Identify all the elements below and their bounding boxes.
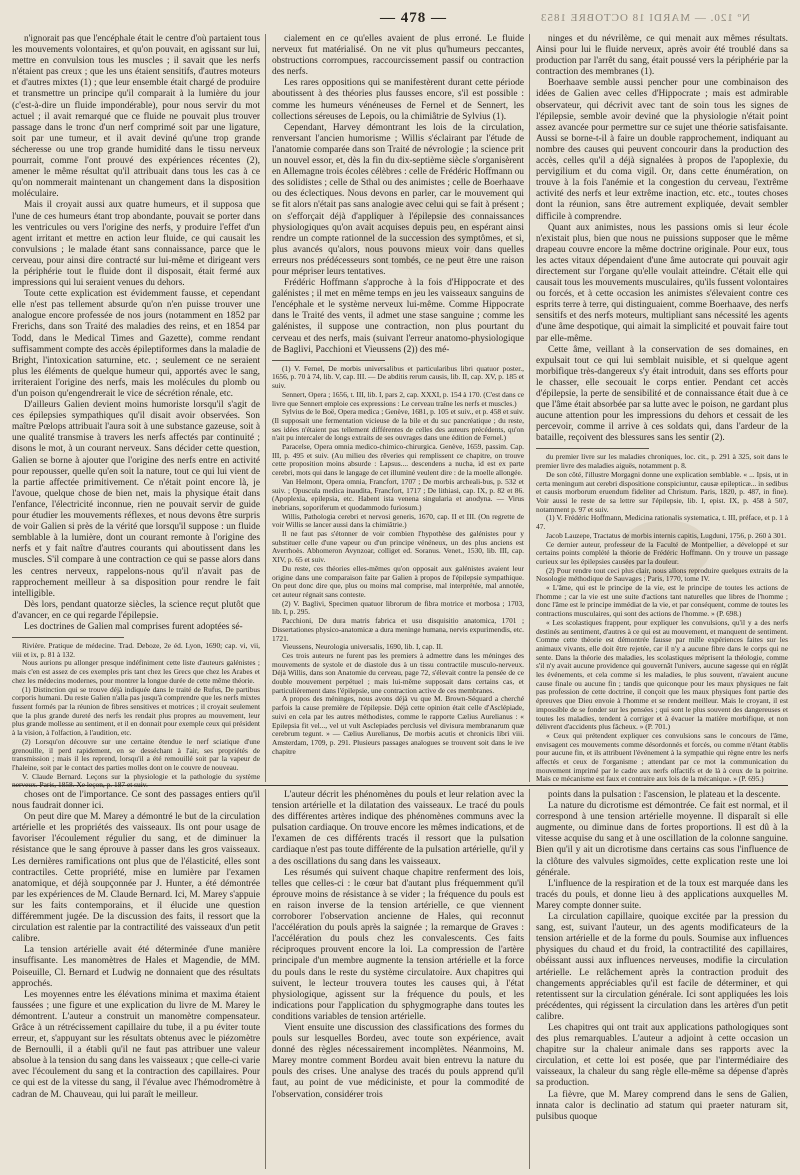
- footnote: (1) Distinction qui se trouve déjà indiquée dans le traité de Rufus, De partibus corporis humani. Du reste Galien n'alla pas jusqu'à comprendre que les nerfs mixtes fussent formés par la réunion de fibres sensitives et motrices ; il croyait seulement que la plus grande dureté des nerfs les rendait plus propres au mouvement, leur plus grande mollesse au sentiment, et il en donnait pour exemple ceux qui président à la vision, à l'olfaction, à l'audition, etc.: [12, 684, 260, 738]
- footnote: du premier livre sur les maladies chroniques, loc. cit., p. 291 à 325, soit dans le premier livre des maladies aiguës, notamment p. 8.: [536, 452, 788, 471]
- footnote: « Les scolastiques frappent, pour expliquer les convulsions, qu'il y a des nerfs destinés au sentiment, d'autres à ce qui est au mouvement, et manquent de sentiment. Comme cette théorie est démontrée fausse par mille expériences faites sur les animaux vivants, elle doit être rejetée, car il n'y a aucune fibre dans le corps qui ne sente. Dans la théorie des maladies, les scolastiques méprisent la théologie, comme s'il n'y avait aucune providence qui gouvernât l'univers, aucune sagesse qui en réglât les événements, et cela comme si les maladies, le plus souvent, n'avaient aucune cause finale ou aucune fin ; tandis que quiconque pour les maux physiques ne fait pas profession de cette doctrine, il conçoit que les maux physiques font partie des épreuves que Dieu envoie à l'homme et se rendent meilleur. Mais le croyant, il est impossible de se fonder sur les pensées ; qui sont le plus souvent des dangereuses et toutes les maladies, tendent à corriger et à évacuer la matière morbifique, et non délivrent d'accidents plus fâcheux. » (P. 701.): [536, 617, 788, 732]
- footnote: Sennert, Opera ; 1656, t. III, lib. I, pars 2, cap. XXXI, p. 154 à 170. (C'est dans ce livre que Sennert emploie ces expressions : Le cerveau traîne les nerfs et muscles.): [272, 389, 524, 408]
- article-column-top-left: [12, 34, 260, 790]
- footnote: « Ceux qui prétendent expliquer ces convulsions sans le concours de l'âme, envisagent ces mouvements comme désordonnés et forcés, ou comme n'étant établis pour aucune fin, et ils attribuent l'événement à la sympathie qui règne entre les nerfs affectés et ceux de l'organisme ; attendant par ce mot la communication du mouvement imprimé par le cadre aux nerfs olfactifs et de là à ceux de la poitrine. Mais ce mécanisme est faux et contraire aux lois de la mécanique. » (P. 695.): [536, 730, 788, 784]
- page-header: [0, 8, 800, 30]
- paragraph: On peut dire que M. Marey a démontré le but de la circulation artérielle et les propriétés des vaisseaux. Ils ont pour usage de favoriser l'écoulement régulier du sang, et de diminuer la résistance que le sang éprouve à passer dans les gros vaisseaux. Les dernières ramifications ont plus que de l'élasticité, elles sont contractiles. Cette propriété, mise en lumière par l'examen anatomique, et déjà soupçonnée par J. Hunter, a été démontrée par les expériences de M. Claude Bernard. Ici, M. Marey s'appuie sur les faits contemporains, et il élucide une question différemment jugée. De la discussion des faits, il ressort que la circulation est ralentie par la contractilité des vaisseaux d'un petit calibre.: [12, 812, 260, 945]
- paragraph: Dès lors, pendant quatorze siècles, la science reçut plutôt que d'avancer, en ce qui regarde l'épilepsie.: [12, 599, 260, 621]
- footnote: Paracelse, Opera omnia medico-chimico-chirurgica. Genève, 1659, passim. Cap. III, p. 495 et suiv. (Au milieu des rêveries qui remplissent ce chapitre, on trouve cette proposition moins absurde : Lapsus.... descendens a nucha, id est ex parte cerebri, mots qui dans le langage de cet illuminé veulent dire : de la moelle allongée.: [272, 442, 524, 478]
- paragraph: points dans la pulsation : l'ascension, le plateau et la descente.: [548, 790, 781, 800]
- body-text: [272, 34, 524, 356]
- footnote: « L'âme, qui est le principe de la vie, est le principe de toutes les actions de l'homme ; car la vie est une suite d'actions tant naturelles que libres de l'homme ; donc l'âme est le principe immédiat de la vie, et par conséquent, comme de toutes les contractions musculaires, qui sont des actions de l'homme. » (P. 698.): [536, 583, 788, 619]
- paragraph: Boerhaave semble aussi pencher pour une combinaison des idées de Galien avec celles d'Hippocrate ; mais est admirable observateur, qui décrivit avec tant de soin tous les signes de l'épilepsie, semble avoir deviné que la physiologie n'était point assez avancée pour permettre sur ce sujet une théorie satisfaisante. Aussi se borne-t-il à faire un double rapprochement, indiquant au nombre des causes qui peuvent concourir dans la production des accès, celles qu'il a déjà signalées à propos de l'apoplexie, du pervigilium et du coma vigil. Or, dans cette énumération, on trouve à la fois l'anémie et la congestion du cerveau, l'extrême activité des nerfs et leur extrême inaction, etc. etc., toutes choses dont la réunion, sans être autrement expliquée, devait sembler difficile à comprendre.: [536, 78, 788, 222]
- body-text: [536, 34, 788, 444]
- paragraph: La tension artérielle avait été déterminée d'une manière insuffisante. Les manomètres de Hales et Magendie, de MM. Poiseuille, Cl. Bernard et Ludwig ne donnaient que des résultats approchés.: [12, 945, 260, 989]
- column-divider: [265, 34, 266, 782]
- paragraph: D'ailleurs Galien devient moins humoriste lorsqu'il s'agit de ces épilepsies sympathiques qu'il disait avoir observées. Son maître Pœlops attribuait l'aura soit à une substance gazeuse, soit à une qualité transmise à travers les nerfs affectés par continuité ; disons le mot, à un courant nerveux. Sans décider cette question, Galien se borne à ajouter que l'origine des nerfs entre en activité pour repousser, quelle qu'en soit la nature, tout ce qui lui vient de la partie affectée primitivement. Ce n'était point encore là, je l'avoue, quelque chose de bien net, mais la physique était dans l'enfance, l'électricité inconnue, rien ne pouvait servir de guide pour étudier les mouvements réflexes, et nous devons être surpris de voir Galien si près de la vérité que lorsqu'il suppose : un fluide semblable à la lumière, dont un courant remonte à l'origine des nerfs et y fait naître d'autres courants qui aboutissent dans les muscles. S'il compare à une contraction ce qui se passe alors dans les centres nerveux, rappelons-nous qu'il n'avait pas de rapprochement meilleur à sa disposition pour rendre le fait intelligible.: [12, 400, 260, 599]
- bleed-through-header: Nº 120. — MARDI 18 OCTOBRE 1853: [540, 12, 750, 24]
- paragraph: cialement en ce qu'elles avaient de plus erroné. Le fluide nerveux fut matérialisé. On ne vit plus qu'humeurs peccantes, obstructions corrompues, raccourcissement passif ou contraction des nerfs.: [272, 34, 524, 78]
- footnote: (2) Pour rendre tout ceci plus clair, nous allons reproduire quelques extraits de la Nosologie méthodique de Sauvages ; Paris, 1770, tome IV.: [536, 565, 788, 584]
- paragraph: Quant aux animistes, nous les passions omis si leur école n'existait plus, bien que nous ne puissions supposer que le même drapeau couvre encore la même doctrine originale. Pour eux, tous les actes vitaux dépendaient d'une âme autocrate qui pouvait agir directement sur l'organe qu'elle voulait atteindre. C'était elle qui causait tous les mouvements musculaires, qu'ils fussent volontaires ou forcés, et à cette occasion les animistes s'élevaient contre ces esprits terre à terre, qui distinguaient, comme Boerhaave, des nerfs sensitifs et des nerfs moteurs, multipliant sans nécessité les agents d'une âme despotique, qui aimait la simplicité et pouvait faire tout par elle-même.: [536, 222, 788, 344]
- footnote: Ces trois auteurs ne furent pas les premiers à admettre dans les méninges des mouvements de systole et de diastole dus à un tissu contractile musculo-nerveux. Déjà Willis, dans son Anatomie du cerveau, page 72, s'élevait contre la pensée de ce double mouvement perpétuel ; mais lui-même supposait dans certains cas, et particulièrement dans l'épilepsie, une contraction active de ces membranes.: [272, 650, 524, 695]
- footnotes: [12, 642, 260, 790]
- footnote: Sylvius de le Boë, Opera medica ; Genève, 1681, p. 105 et suiv., et p. 458 et suiv. (Il supposait une fermentation vicieuse de la bile et du suc pancréatique ; du reste, ses idées n'étaient pas tellement différentes de celles des auteurs précédents, qu'on n'ait pu intercaler de longs extraits de ses ouvrages dans une édition de Fernel.): [272, 407, 524, 443]
- footnote: De son côté, l'illustre Morgagni donne une explication semblable. « ... Ipsis, ut in certa meningum aut cerebri dispositione conspiciuntur, causæ epilepticæ... in sedibus et causis morborum eruendum fideliter ad Christum. Paris, 1820, p. 487, in fine). Voir aussi le reste de sa lettre sur l'épilepsie, lib. I, epist. IX, p. 458 à 507, notamment p. 97 et suiv.: [536, 469, 788, 514]
- footnote: A propos des méninges, nous avons déjà vu que M. Brown-Séquard a cherché parfois la cause première de l'épilepsie. Déjà cette opinion était celle d'Asclépiade, suivi en cela par les autres méthodistes, comme le rapporte Cælius Aurelianus : « Epilepsia fit vel..., vel ut vult Asclepiades perclusis vel divisura membranarum quæ cerebrum tegunt. » — Cælius Aurelianus, De morbis acutis et chronicis libri viii. Amsterdam, 1709, p. 291. Plusieurs passages analogues se trouvent soit dans le ive chapitre: [272, 694, 524, 756]
- body-text: [12, 34, 260, 633]
- paragraph: choses ont de l'importance. Ce sont des passages entiers qu'il nous faudrait donner ici.: [12, 790, 260, 812]
- article-column-bottom-middle: [272, 790, 524, 1170]
- footnote-rule: [12, 637, 124, 638]
- footnote: Van Helmont, Opera omnia, Francfort, 1707 ; De morbis archeali-bus, p. 532 et suiv. ; Opuscula medica inaudita, Francfort, 1717 ; De lithiasi, cap. IX, p. 82 et 86. (Apoplexia, epilepsia, etc. Habent ista venena singularia et anodyna. — Virus inebrians, soporiferum et quodammodo furiosum.): [272, 476, 524, 512]
- footnote: Jacob Lauzepe, Tractatus de morbis internis capitis, Lugduni, 1756, p. 260 à 301.: [546, 530, 787, 540]
- page-number: — 478 —: [380, 10, 447, 26]
- paragraph: Les résumés qui suivent chaque chapitre renferment des lois, telles que celles-ci : le cœur bat d'autant plus fréquemment qu'il éprouve moins de résistance à se vider ; la fréquence du pouls est en raison inverse de la tension artérielle, ce que viennent corroborer l'observation ancienne de Hales, qui reconnut l'accélération du pouls après la saignée ; la remarque de Graves : l'accélération du pouls chez les convalescents. Ces faits réciproques prouvent encore la loi. La compression de l'artère principale d'un membre augmente la tension artérielle et la force du pouls dans le reste du système circulatoire. Aux chapitres qui suivent, le lecteur trouvera toutes les causes qui, à l'état physiologique, agissent sur la fréquence du pouls, et les indications pour l'application du sphygmographe dans toutes les conditions variables de tension artérielle.: [272, 867, 524, 1022]
- footnote: Nous aurions pu allonger presque indéfiniment cette liste d'auteurs galénistes ; mais c'en est assez de ces exemples pris tant chez les Grecs que chez les Arabes et chez les médecins modernes, pour montrer la longue durée de cette même théorie.: [12, 658, 260, 685]
- paragraph: Les moyennes entre les élévations minima et maxima étaient faussées ; une figure et une explication du livre de M. Marey le démontrent. L'auteur a construit un manomètre compensateur. Grâce à un rétrécissement capillaire du tube, il a pu éviter toute erreur, et, s'appuyant sur les résultats obtenus avec le piézomètre de Bernoulli, il a établi qu'il ne faut pas attribuer une valeur absolue à la tension du sang dans les vaisseaux ; que celle-ci varie avec l'écoulement du sang et la contraction des capillaires. Pour ce qui est de la vitesse du sang, il l'évalue avec l'hémodromètre à cadran de M. Chauveau, qui lui paraît le meilleur.: [12, 989, 260, 1100]
- paragraph: ninges et du névrilème, ce qui menait aux mêmes résultats. Ainsi pour lui le fluide nerveux, après avoir été troublé dans sa production par l'arrêt du sang, était poussé vers la périphérie par la contraction des membranes (1).: [536, 34, 788, 78]
- article-column-bottom-right: [536, 790, 788, 1170]
- article-column-top-right: [536, 34, 788, 782]
- column-divider: [265, 789, 266, 1169]
- footnote: Ce dernier auteur, professeur de la Faculté de Montpellier, a développé et sur certains points complété la théorie de Frédéric Hoffmann. On y trouve un passage curieux sur les épilepsies causées par la douleur.: [536, 539, 788, 566]
- paragraph: Toute cette explication est évidemment fausse, et cependant elle n'est pas tellement absurde qu'on n'en puisse trouver une analogue encore professée de nos jours (notamment en 1852 par Frerichs, dans son Traité des maladies des reins, et en 1854 par Todd, dans le Medical Times and Gazette), comme rendant suffisamment compte des accès épileptiformes dans la maladie de Bright, l'intoxication saturnine, etc. ; seulement ce ne seraient plus les éléments de quelque humeur qui, apportés avec le sang, irriteraient l'origine des nerfs, mais les molécules du plomb ou d'un poison qu'engendrerait le vice de sécrétion rénale, etc.: [12, 289, 260, 399]
- paragraph: La fièvre, que M. Marey comprend dans le sens de Galien, innata calor is declinatio ad statum qui praeter naturam sit, pulsibus quoque: [536, 1089, 788, 1122]
- paragraph: Cette âme, veillant à la conservation de ses domaines, en expulsait tout ce qui lui semblait nuisible, et si quelque agent morbifique très-dangereux s'y était introduit, dans ses efforts pour le chasser, elle secouait le corps entier. Pendant cet accès d'épilepsie, la perte de sensibilité et de connaissance était due à ce que l'âme était absorbée par sa lutte avec le poison, ne gardant plus aucune attention pour les impressions du dehors et cessait de les percevoir, comme il arrive à ces soldats qui, dans l'ardeur de la bataille, reçoivent des blessures sans les sentir (2).: [536, 344, 788, 444]
- paragraph: Vient ensuite une discussion des classifications des formes du pouls sur lesquelles Bordeu, avec toute son expérience, avait donné des règles nécessairement incomplètes. Néanmoins, M. Marey montre comment Bordeu avait bien entrevu la nature du pouls des crises. Une analyse des tracés du pouls apprend qu'il faut, au point de vue médiciniste, et pour la commodité de l'observation, considérer trois: [272, 1022, 524, 1100]
- paragraph: La nature du dicrotisme est démontrée. Ce fait est normal, et il correspond à une tension artérielle moyenne. Il disparaît si elle augmente, ou diminue dans de fortes proportions. Il est dû à la vitesse acquise du sang et à une oscillation de la colonne sanguine. Bien qu'il y ait un dicrotisme dans certains cas sous l'influence de la clôture des valvules sigmoïdes, cette explication reste une loi générale.: [536, 801, 788, 878]
- footnote: Vieussens, Neurologia universalis, 1690, lib. I, cap. II.: [282, 642, 443, 652]
- paragraph: L'auteur décrit les phénomènes du pouls et leur relation avec la tension artérielle et la dilatation des vaisseaux. Le tracé du pouls des différentes artères indique des phénomènes communs avec la pulsation cardiaque. On trouve encore les mêmes indications, et de l'examen de ces différents tracés il ressort que la pulsation cardiaque n'est pas toute différente de la pulsation artérielle, qu'il y a des oscillations du sang dans les vaisseaux.: [272, 790, 524, 867]
- paragraph: L'influence de la respiration et de la toux est marquée dans les tracés du pouls, et donne lieu à des applications auxquelles M. Marey compte donner suite.: [536, 878, 788, 911]
- paragraph: Les chapitres qui ont trait aux applications pathologiques sont des plus remarquables. L'auteur a adjoint à cette occasion un chapitre sur la chaleur animale dans ses rapports avec la circulation, et cette loi est posée, que par l'intermédiaire des vaisseaux, la chaleur du sang règle elle-même sa dépense d'après sa production.: [536, 1022, 788, 1089]
- paragraph: Les rares oppositions qui se manifestèrent durant cette période aboutissent à des théories plus fausses encore, s'il est possible : comme les humeurs vénéneuses de Fernel et de Sennert, les collections séreuses de Lepois, ou la chimiâtrie de Sylvius (1).: [272, 78, 524, 122]
- footnote-rule: [536, 448, 649, 449]
- paragraph: n'ignorait pas que l'encéphale était le centre d'où partaient tous les mouvements volontaires, et qu'on pouvait, en agissant sur lui, mettre en convulsion tous les muscles ; il savait que les nerfs n'étaient pas creux ; que les uns étaient sensitifs, d'autres moteurs et d'autres mixtes (1) ; que leur ensemble était chargé de produire et transmettre un principe qu'il comparait à la lumière du jour (c'est-à-dire un fluide impondérable), pour nous servir du mot actuel ; il avait remarqué que ce fluide ne pouvait plus trouver passage dans le tronc d'un nerf comprimé soit par une ligature, soit par une tumeur, et il avait deviné qu'une trop grande sécheresse ou une trop grande humidité dans le tissu nerveux pourrait, comme l'ont prouvé des expériences récentes (2), amener le même résultat qu'il attribuait dans tous les cas à ce qu'on nommerait maintenant un changement dans la disposition moléculaire.: [12, 34, 260, 200]
- footnote: (2) V. Baglivi, Specimen quatuor librorum de fibra motrice et morbosa ; 1703, lib. I, p. 295.: [272, 598, 524, 617]
- article-column-top-middle: [272, 34, 524, 782]
- footnote: (1) V. Fernel, De morbis universalibus et particularibus libri quatuor poster., 1656, p. 70 à 74, lib. V, cap. III. — De abditis rerum causis, lib. II, cap. XV, p. 185 et suiv.: [272, 363, 524, 391]
- footnote: (1) V. Frédéric Hoffmann, Medicina rationalis systematica, t. III, préface, et p. 1 à 47.: [536, 513, 788, 532]
- paragraph: La circulation capillaire, quoique excitée par la pression du sang, est, suivant l'auteur, un des agents modificateurs de la tension artérielle et de la forme du pouls. Soumise aux influences physiques du chaud et du froid, la contractilité des capillaires, obéissant aussi aux influences nerveuses, modifie la circulation artérielle. Le relâchement après la contraction produit des changements appréciables qu'il est facile de déterminer, et qui retentissent sur la circulation générale. Ici sont appliquées les lois précédentes, qui régissent la circulation dans les artères d'un petit calibre.: [536, 912, 788, 1022]
- footnote: Pacchioni, De dura matris fabrica et usu disquisitio anatomica, 1701 ; Dissertationes physico-anatomicæ a dura meninge humana, nervis expurimendis, etc. 1721.: [272, 616, 524, 643]
- paragraph: Les doctrines de Galien mal comprises furent adoptées sé-: [24, 621, 243, 632]
- footnote: Il ne faut pas s'étonner de voir combien l'hypothèse des galénistes pour y substituer celle d'une vapeur ou d'un principe vénéneux, un des plus anciens est Averrhoès. Abhomeron Avynzoar, colliget ed. Soranus. Venet., 1530, lib. III, cap. XIV, p. 65 et suiv.: [272, 529, 524, 565]
- footnote: (2) Lorsqu'on découvre sur une certaine étendue le nerf sciatique d'une grenouille, il perd rapidement, en se desséchant à l'air, ses propriétés de transmission ; mais il les reprend, lorsqu'il a été remouillé soit par la vapeur de l'haleine, soit par le contact des parties molles dont on le couvre de nouveau.: [12, 736, 260, 772]
- footnote: V. Claude Bernard. Leçons sur la physiologie et la pathologie du système nerveux. Paris, 1858. Xe leçon, p. 187 et suiv.: [12, 771, 260, 790]
- column-divider: [529, 34, 530, 782]
- paragraph: Mais il croyait aussi aux quatre humeurs, et il supposa que l'une de ces humeurs étant trop abondante, pouvait se porter dans les ventricules ou vers l'origine des nerfs, y produire l'effet d'un agent irritant et mettre en action leur fluide, ce qui causait les convulsions ; le malade étant sans connaissance, parce que le cerveau, pour ainsi dire contracté sur lui-même et dirigeant vers la périphérie tout le fluide dont il disposait, était fermé aux impressions qui lui seraient venues du dehors.: [12, 200, 260, 289]
- footnotes: [272, 365, 524, 757]
- footnote: Rivière. Pratique de médecine. Trad. Deboze, 2e éd. Lyon, 1690; cap. vi, vii, viii et ix, p. 81 à 132.: [12, 641, 260, 659]
- footnotes: [536, 453, 788, 784]
- footnote-rule: [272, 360, 385, 361]
- footnote: Willis, Pathologia cerebri et nervosi generis, 1670, cap. II et III. (On regrette de voir Willis se lancer aussi dans la chimiâtrie.): [272, 511, 524, 530]
- footnote: Du reste, ces théories elles-mêmes qu'on opposait aux galénistes avaient leur origine dans une comparaison faite par Galien à propos de l'épilepsie sympathique. On peut donc dire que, plus ou moins mal comprise, mal interprétée, mal annotée, cet auteur régnait sans conteste.: [272, 563, 524, 599]
- paragraph: Cependant, Harvey démontrant les lois de la circulation, renversant l'ancien humorisme ; Willis s'éclairant par l'étude de l'anatomie comparée dans son Traité de névrologie ; la science prit un nouvel essor, et, dès la fin du dix-septième siècle s'organisèrent en Allemagne trois écoles célèbres : celle de Frédéric Hoffmann ou des solidistes ; celle de Sthal ou des animistes ; celle de Boerhaave ou des éclectiques. Nous devons en parler, car le mouvement qui se fit alors n'était pas sans analogie avec celui qui se fait à présent ; on s'efforçait déjà d'appliquer à l'épilepsie des connaissances physiologiques qu'on avait acquises depuis peu, en espérant ainsi rendre un compte rationnel de la succession des symptômes, et si, plus avancés qu'alors, nous pouvons mieux voir dans quelles erreurs nos prédécesseurs sont tombés, ce ne peut être une raison pour mépriser leurs tentatives.: [272, 122, 524, 277]
- paragraph: Frédéric Hoffmann s'approche à la fois d'Hippocrate et des galénistes ; il met en même temps en jeu les vaisseaux sanguins de l'encéphale et le système nerveux lui-même. Comme Hippocrate dans le Traité des vents, il admet une stase sanguine ; comme les galénistes, il suppose une contraction, non plus pourtant du cerveau et des nerfs, mais (suivant l'erreur anatomo-physiologique de Baglivi, Pacchioni et Vieussens (2)) des mé-: [272, 278, 524, 355]
- article-column-bottom-left: [12, 790, 260, 1170]
- column-divider: [529, 789, 530, 1169]
